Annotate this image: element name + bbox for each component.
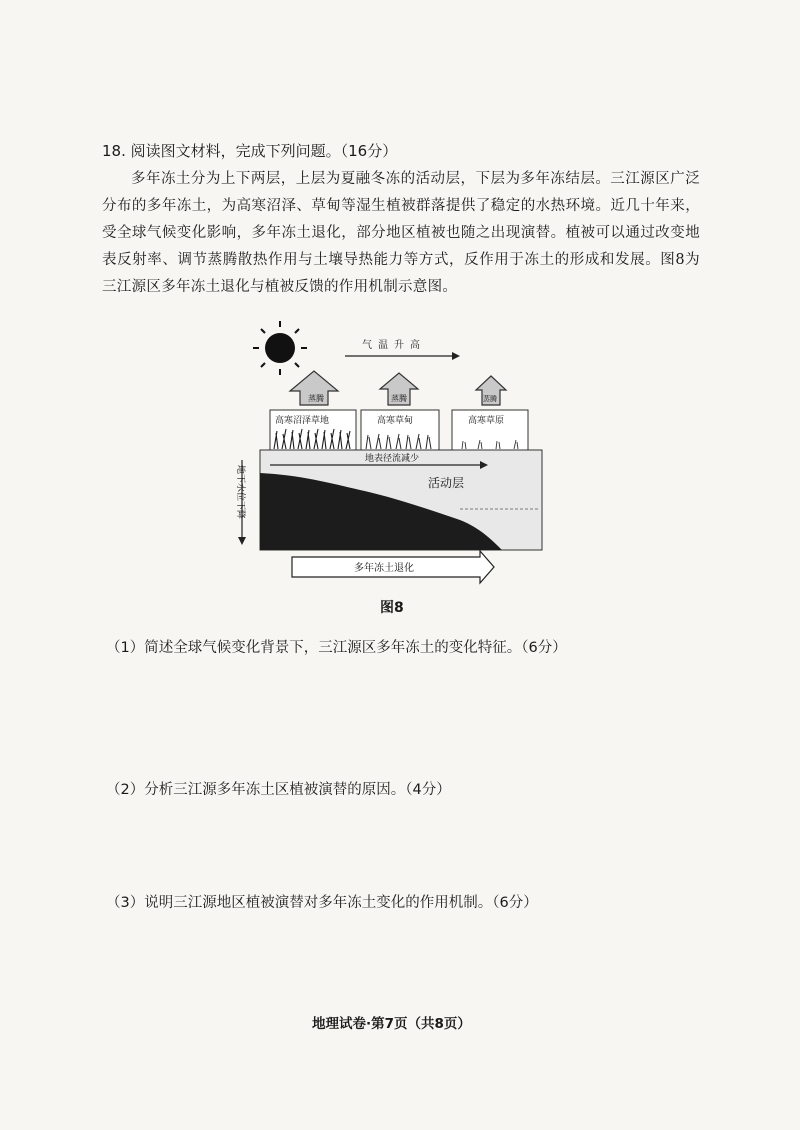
sub-question-3: （3）说明三江源地区植被演替对多年冻土变化的作用机制。（6分） [106, 895, 538, 911]
sub-question-2: （2）分析三江源多年冻土区植被演替的原因。（4分） [106, 782, 451, 798]
page-footer: 地理试卷·第7页（共8页） [312, 1016, 471, 1032]
transpiration-label-3: 蒸腾 [483, 395, 497, 403]
veg-label-steppe: 高寒草原 [468, 416, 505, 426]
active-layer-label: 活动层 [428, 476, 465, 490]
question-header: 18. 阅读图文材料，完成下列问题。（16分） [102, 142, 398, 160]
veg-label-meadow: 高寒草甸 [377, 416, 414, 426]
sub-question-1: （1）简述全球气候变化背景下，三江源区多年冻土的变化特征。（6分） [106, 640, 567, 656]
runoff-label: 地表径流减少 [365, 454, 420, 464]
temp-rise-label: 气温升高 [362, 340, 426, 351]
question-material: 多年冻土分为上下两层，上层为夏融冬冻的活动层，下层为多年冻结层。三江源区广泛分布的多年冻土，为高寒沼泽、草甸等湿生植被群落提供了稳定的水热环境。近几十年来，受全球气候变化影响，多年冻土退化，部分地区植被也随之出现演替。植被可以通过改变地表反射率、调节蒸腾散热作用与土壤导热能力等方式，反作用于冻土的形成和发展。图8为三江源区多年冻土退化与植被反馈的作用机制示意图。 [102, 171, 700, 295]
figure-caption: 图8 [380, 600, 404, 616]
transpiration-label-2: 蒸腾 [391, 394, 407, 403]
figure-8 [230, 315, 560, 595]
degradation-label: 多年冻土退化 [354, 563, 414, 574]
temp-rise-arrow [345, 352, 460, 360]
water-table-label: 地下水位下降 [235, 465, 245, 520]
diagram-svg [230, 315, 560, 595]
sun-icon [253, 321, 307, 375]
transpiration-label-1: 蒸腾 [308, 394, 324, 403]
veg-label-swamp: 高寒沼泽草地 [275, 416, 330, 426]
